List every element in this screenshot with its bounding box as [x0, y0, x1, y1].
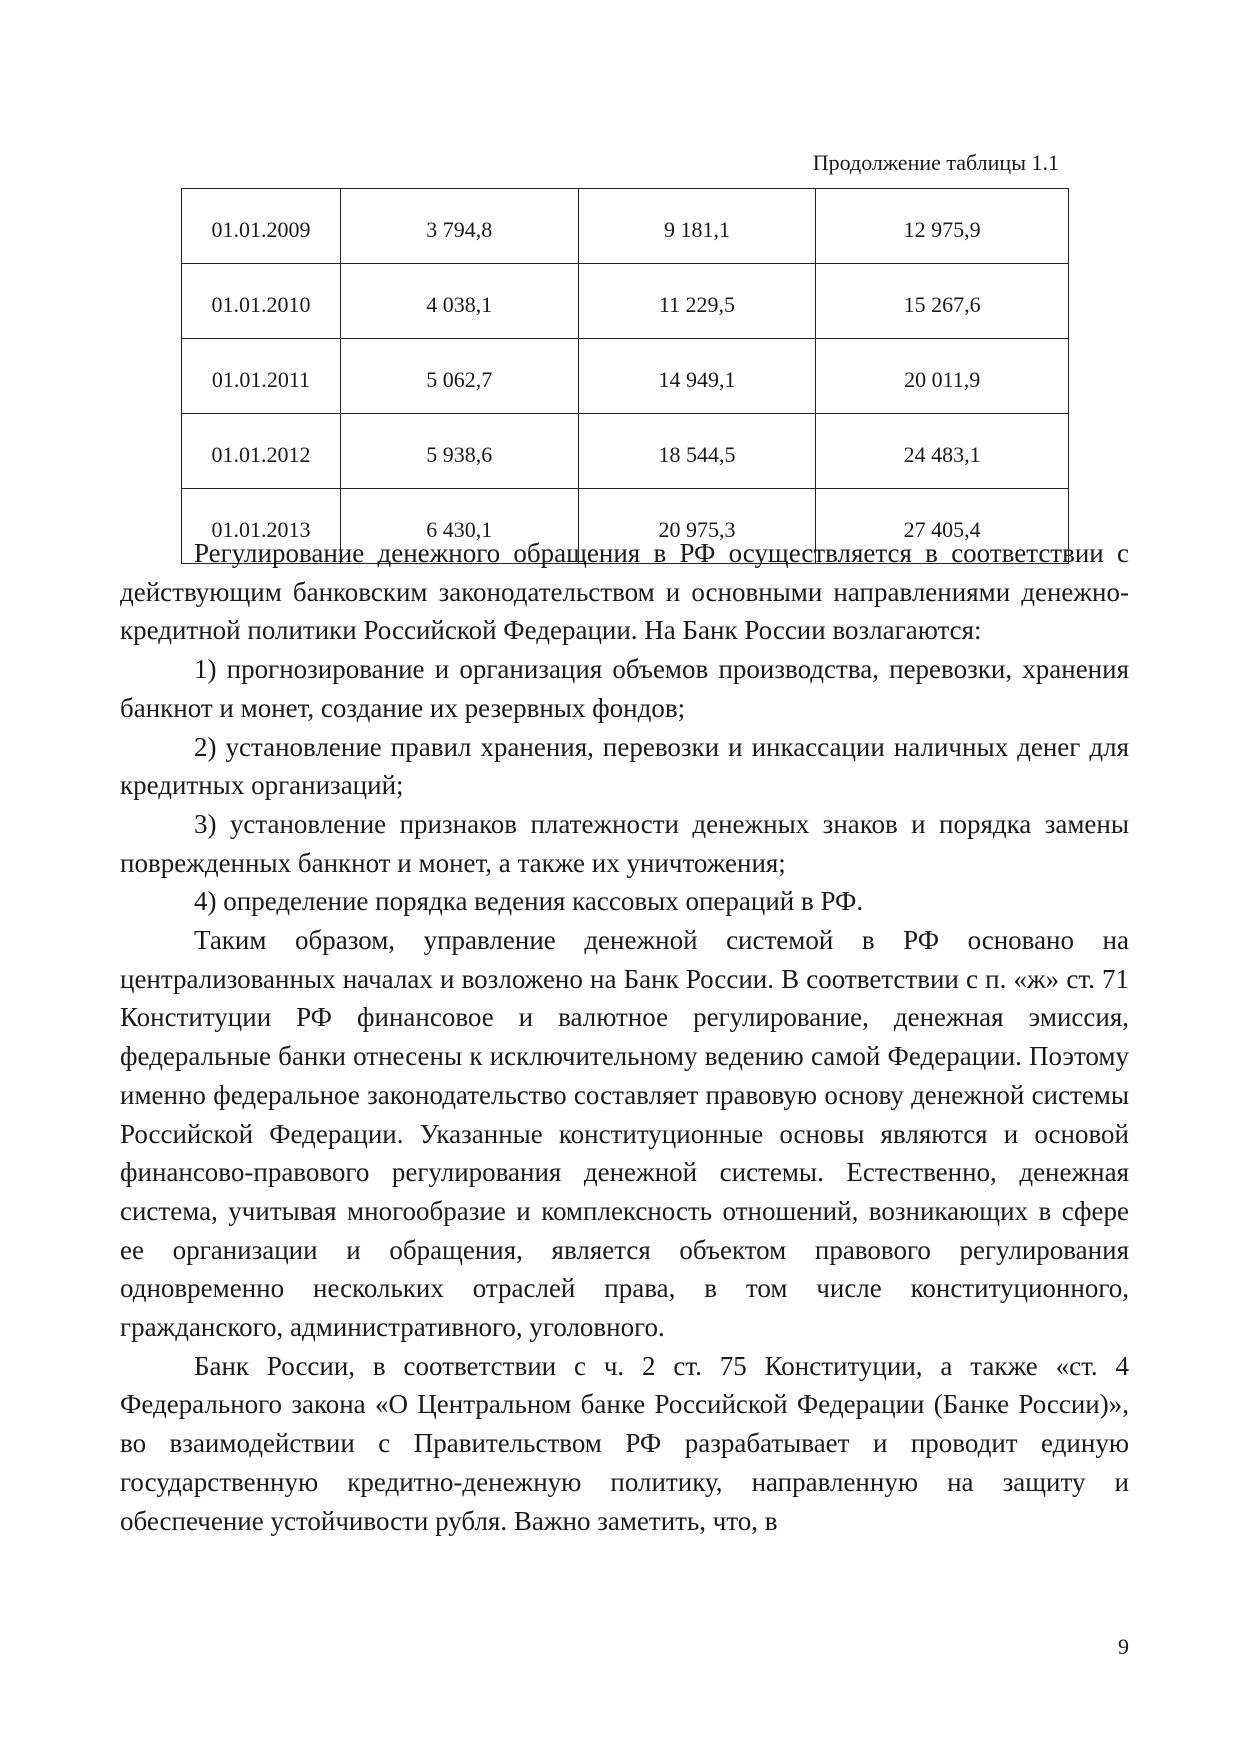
- table-row: [182, 414, 1069, 489]
- table-cell: 5 062,7: [340, 339, 578, 414]
- list-item-1: 1) прогнозирование и организация объемов производства, перевозки, хранения банкнот и монет, создание их резервных фондов;: [120, 654, 1129, 723]
- table-cell: 11 229,5: [578, 264, 816, 339]
- paragraph-conclusion: Таким образом, управление денежной системой в РФ основано на централизованных началах и возложено на Банк России. В соответствии с п. «ж» ст. 71 Конституции РФ финансовое и валютное регулирование, денежная эмиссия, федеральные банки отнесены к исключительному ведению самой Федерации. Поэтому именно федеральное законодательство составляет правовую основу денежной системы Российской Федерации. Указанные конституционные основы являются и основой финансово-правового регулирования денежной системы. Естественно, денежная система, учитывая многообразие и комплексность отношений, возникающих в сфере ее организации и обращения, является объектом правового регулирования одновременно нескольких отраслей права, в том числе конституционного, гражданского, административного, уголовного.: [120, 925, 1129, 1343]
- table-cell: 5 938,6: [340, 414, 578, 489]
- table-cell-total: 15 267,6: [816, 264, 1069, 339]
- table-row: [182, 264, 1069, 339]
- table-caption: Продолжение таблицы 1.1: [812, 150, 1059, 175]
- body-text: [120, 534, 1129, 1540]
- table-cell-date: 01.01.2010: [182, 264, 341, 339]
- table-cell: 6 430,1: [340, 489, 578, 564]
- paragraph-bank-russia: Банк России, в соответствии с ч. 2 ст. 75 Конституции, а также «ст. 4 Федерального закона «О Центральном банке Российской Федерации (Банке России)», во взаимодействии с Правительством РФ разрабатывает и проводит единую государственную кредитно-денежную политику, направленную на защиту и обеспечение устойчивости рубля. Важно заметить, что, в: [120, 1350, 1129, 1536]
- table-cell-date: 01.01.2009: [182, 189, 341, 264]
- table-cell-total: 12 975,9: [816, 189, 1069, 264]
- table-cell-total: 24 483,1: [816, 414, 1069, 489]
- table-cell-total: 20 011,9: [816, 339, 1069, 414]
- list-item-4: 4) определение порядка ведения кассовых операций в РФ.: [194, 886, 864, 917]
- table-cell-date: 01.01.2012: [182, 414, 341, 489]
- table-cell-total: 27 405,4: [816, 489, 1069, 564]
- table-cell: 4 038,1: [340, 264, 578, 339]
- table-cell: 18 544,5: [578, 414, 816, 489]
- table-cell: 20 975,3: [578, 489, 816, 564]
- page-number: 9: [1118, 1634, 1129, 1659]
- paragraph-intro: Регулирование денежного обращения в РФ осуществляется в соответствии с действующим банковским законодательством и основными направлениями денежно-кредитной политики Российской Федерации. На Банк России возлагаются:: [120, 538, 1129, 646]
- table-cell-date: 01.01.2013: [182, 489, 341, 564]
- table-cell: 3 794,8: [340, 189, 578, 264]
- list-item-3: 3) установление признаков платежности денежных знаков и порядка замены поврежденных банкнот и монет, а также их уничтожения;: [120, 808, 1129, 878]
- data-table: [181, 188, 1069, 564]
- list-item-2: 2) установление правил хранения, перевозки и инкассации наличных денег для кредитных организаций;: [120, 731, 1129, 801]
- table-cell-date: 01.01.2011: [182, 339, 341, 414]
- table-cell: 14 949,1: [578, 339, 816, 414]
- table-row: [182, 189, 1069, 264]
- table-row: [182, 339, 1069, 414]
- table-cell: 9 181,1: [578, 189, 816, 264]
